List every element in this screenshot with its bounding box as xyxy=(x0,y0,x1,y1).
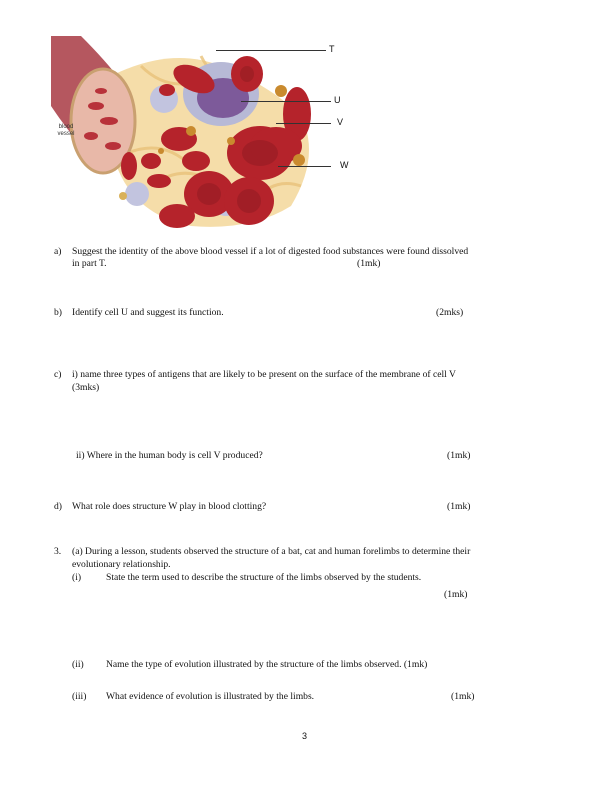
question-a-line1: Suggest the identity of the above blood vessel if a lot of digested food substances were found dissolved xyxy=(72,246,469,257)
question-3-ii-marker: (ii) xyxy=(72,659,84,670)
question-d-marker: d) xyxy=(54,501,62,512)
question-c-marker: c) xyxy=(54,369,62,380)
question-3-number: 3. xyxy=(54,546,62,557)
question-3-i-text: State the term used to describe the structure of the limbs observed by the students. xyxy=(106,572,422,583)
label-line-t xyxy=(216,50,326,51)
question-3-line2: evolutionary relationship. xyxy=(72,559,171,570)
question-a-line2: in part T. xyxy=(72,258,107,269)
question-3-i-marker: (i) xyxy=(72,572,82,583)
blood-vessel-illustration xyxy=(51,36,344,231)
question-3-iii-marks: (1mk) xyxy=(451,691,475,702)
label-blood-vessel xyxy=(54,124,78,138)
question-3-i-marks: (1mk) xyxy=(444,589,468,600)
question-d-text: What role does structure W play in blood clotting? xyxy=(72,501,267,512)
question-c-i-text: i) name three types of antigens that are likely to be present on the surface of the membrane of cell V xyxy=(72,369,456,380)
label-t: T xyxy=(329,44,335,54)
label-blood-vessel-line1: blood xyxy=(58,124,74,130)
label-w: W xyxy=(340,160,349,170)
label-line-v xyxy=(276,123,331,124)
question-c-i-marks: (3mks) xyxy=(72,382,100,393)
blood-vessel-figure xyxy=(51,36,349,231)
question-a-marks: (1mk) xyxy=(357,258,381,269)
question-3-iii-text: What evidence of evolution is illustrated by the limbs. xyxy=(106,691,315,702)
question-d-marks: (1mk) xyxy=(447,501,471,512)
question-c-ii-marks: (1mk) xyxy=(447,450,471,461)
label-line-u xyxy=(241,101,331,102)
question-a-marker: a) xyxy=(54,246,62,257)
question-b-marks: (2mks) xyxy=(436,307,464,318)
question-b-text: Identify cell U and suggest its function. xyxy=(72,307,224,318)
question-c-ii-text: ii) Where in the human body is cell V produced? xyxy=(76,450,263,461)
label-v: V xyxy=(337,117,344,127)
label-blood-vessel-line2: vessel xyxy=(57,131,75,137)
page-number: 3 xyxy=(302,731,308,741)
label-line-w xyxy=(278,166,331,167)
question-b-marker: b) xyxy=(54,307,62,318)
question-3-iii-marker: (iii) xyxy=(72,691,87,702)
question-3-line1: (a) During a lesson, students observed the structure of a bat, cat and human forelimbs to determine their xyxy=(72,546,471,557)
label-u: U xyxy=(334,95,341,105)
question-3-ii-text: Name the type of evolution illustrated by the structure of the limbs observed. (1mk) xyxy=(106,659,428,670)
